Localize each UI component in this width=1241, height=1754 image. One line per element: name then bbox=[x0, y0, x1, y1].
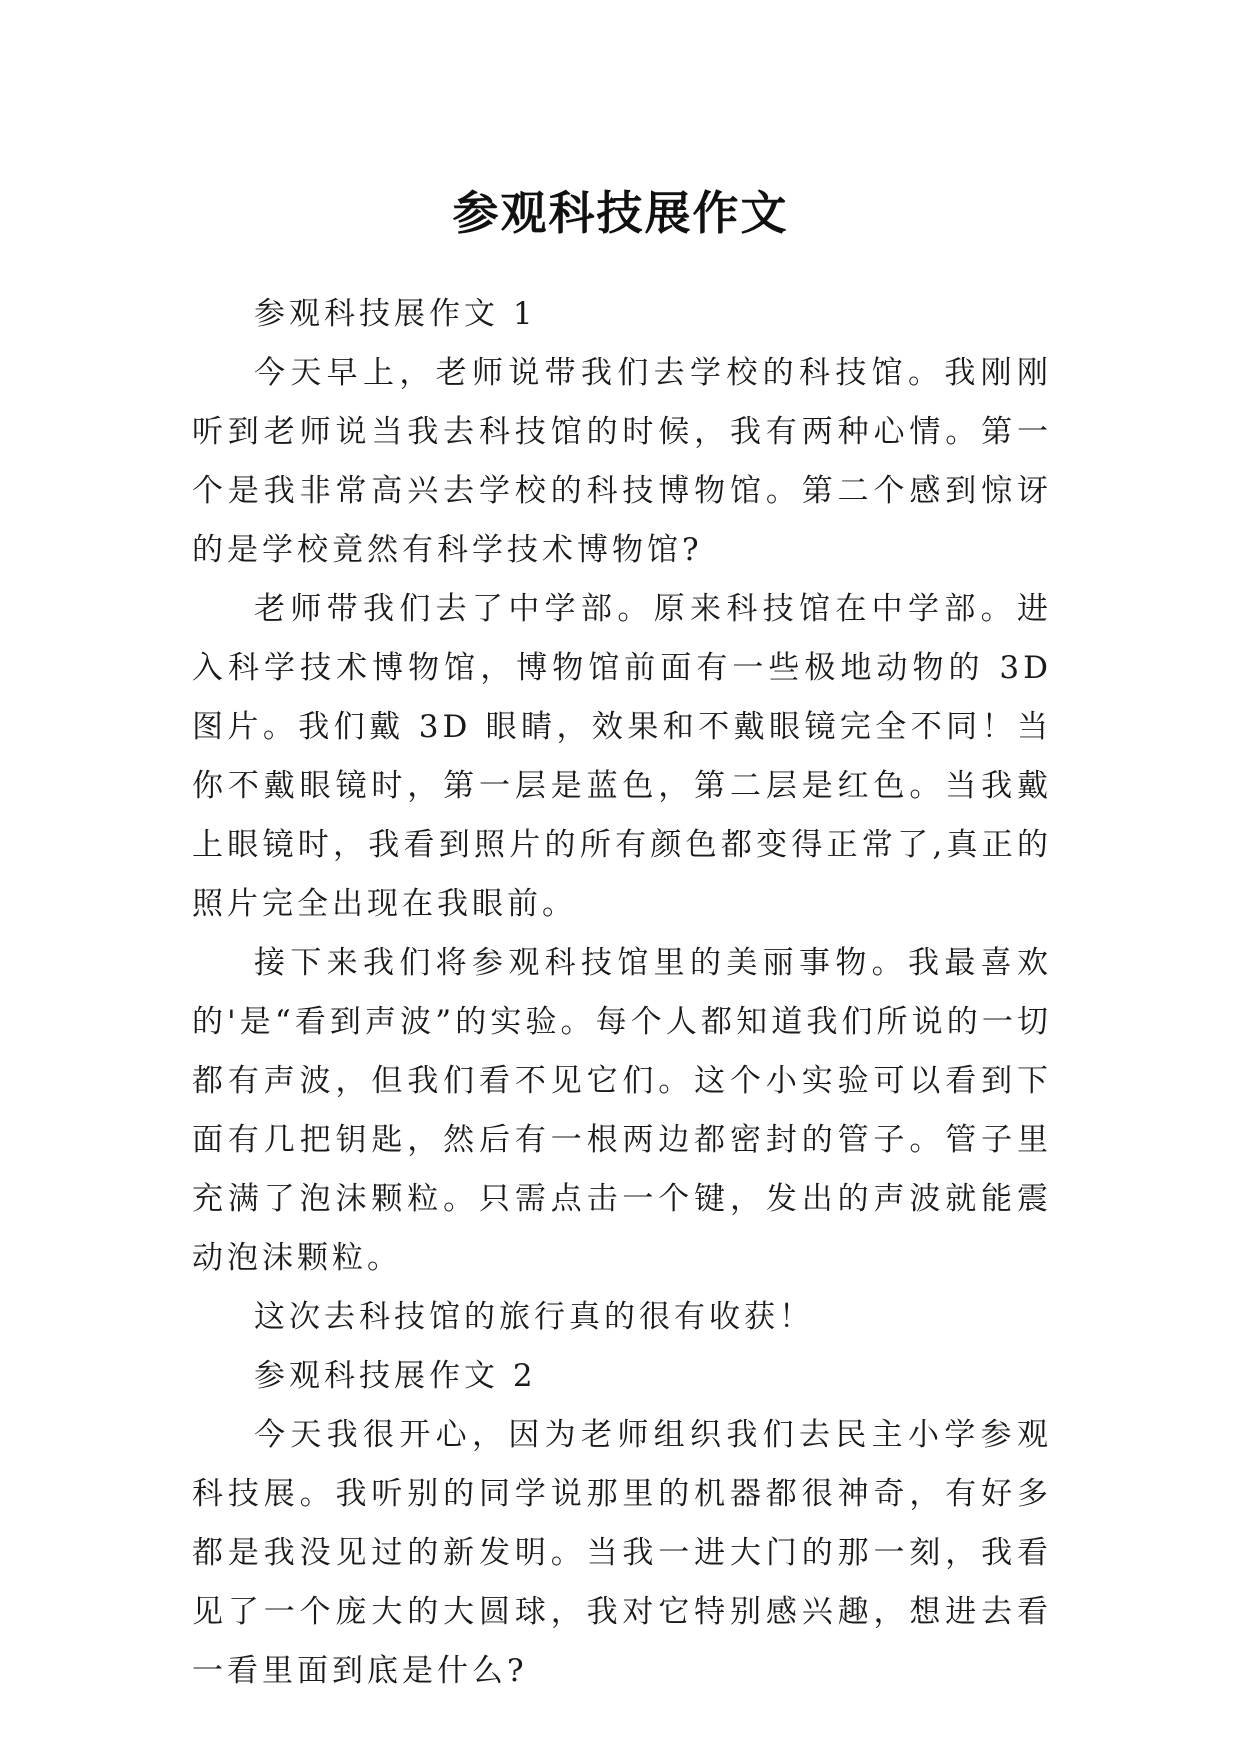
paragraph: 这次去科技馆的旅行真的很有收获！ bbox=[254, 1299, 814, 1335]
document-body bbox=[192, 285, 1052, 1701]
paragraph: 今天我很开心，因为老师组织我们去民主小学参观科技展。我听别的同学说那里的机器都很神奇，有好多都是我没见过的新发明。当我一进大门的那一刻，我看见了一个庞大的大圆球，我对它特别感兴趣，想进去看一看里面到底是什么? bbox=[192, 1417, 1052, 1689]
essay-heading-1: 参观科技展作文 1 bbox=[254, 296, 537, 332]
paragraph: 今天早上，老师说带我们去学校的科技馆。我刚刚听到老师说当我去科技馆的时候，我有两种心情。第一个是我非常高兴去学校的科技博物馆。第二个感到惊讶的是学校竟然有科学技术博物馆? bbox=[192, 355, 1052, 568]
document-title: 参观科技展作文 bbox=[452, 185, 789, 240]
paragraph: 接下来我们将参观科技馆里的美丽事物。我最喜欢的'是“看到声波”的实验。每个人都知道我们所说的一切都有声波，但我们看不见它们。这个小实验可以看到下面有几把钥匙，然后有一根两边都密封的管子。管子里充满了泡沫颗粒。只需点击一个键，发出的声波就能震动泡沫颗粒。 bbox=[192, 945, 1052, 1276]
essay-heading-2: 参观科技展作文 2 bbox=[254, 1358, 537, 1394]
paragraph: 老师带我们去了中学部。原来科技馆在中学部。进入科学技术博物馆，博物馆前面有一些极地动物的 3D 图片。我们戴 3D 眼睛，效果和不戴眼镜完全不同！当你不戴眼镜时，第一层是蓝色，第二层是红色。当我戴上眼镜时，我看到照片的所有颜色都变得正常了,真正的照片完全出现在我眼前。 bbox=[192, 591, 1052, 922]
